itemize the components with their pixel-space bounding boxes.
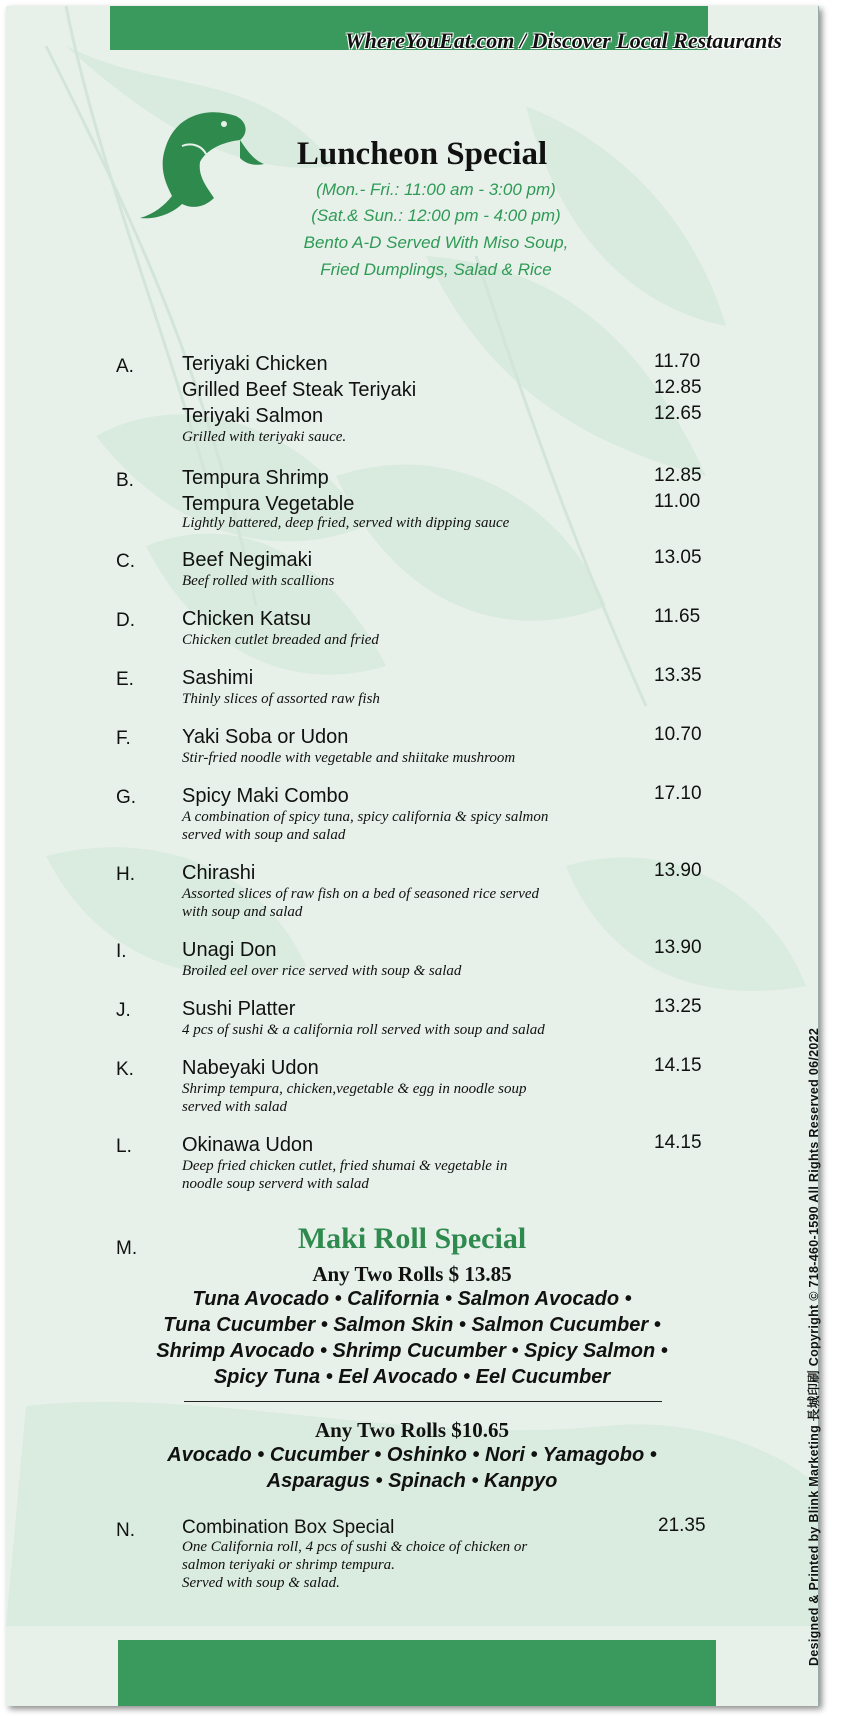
maki-rolls-line: Tuna Avocado • California • Salmon Avocado • [192,1288,632,1310]
item-description: Stir-fried noodle with vegetable and shiitake mushroom [182,750,516,766]
item-description: Shrimp tempura, chicken,vegetable & egg in noodle soup [182,1081,527,1097]
item-letter: J. [116,1000,131,1021]
hours-weekend: (Sat.& Sun.: 12:00 pm - 4:00 pm) [311,206,561,225]
maki-rolls-line: Asparagus • Spinach • Kanpyo [266,1470,558,1492]
item-letter: K. [116,1059,134,1080]
page-title: Luncheon Special [296,136,548,172]
maki-rolls-line: Shrimp Avocado • Shrimp Cucumber • Spicy Salmon • [156,1340,668,1362]
item-price: 17.10 [654,783,702,804]
item-name: Spicy Maki Combo [182,785,349,807]
item-name: Chirashi [182,862,256,884]
item-price: 13.90 [654,937,702,958]
item-price: 12.85 [654,377,702,398]
item-letter: L. [116,1136,132,1157]
maki-rolls-line: Spicy Tuna • Eel Avocado • Eel Cucumber [213,1366,611,1388]
item-letter: C. [116,551,135,572]
item-description: Chicken cutlet breaded and fried [182,632,379,648]
hours-weekday: (Mon.- Fri.: 11:00 am - 3:00 pm) [316,180,556,199]
item-name: Nabeyaki Udon [182,1057,319,1079]
watermark-text: WhereYouEat.com / Discover Local Restaurants [345,28,782,53]
item-price: 14.15 [654,1055,702,1076]
item-letter: B. [116,470,134,491]
item-description: with soup and salad [182,904,303,920]
item-name: Beef Negimaki [182,549,313,571]
item-name: Sashimi [182,667,254,689]
item-description: Broiled eel over rice served with soup & salad [182,963,462,979]
item-name: Unagi Don [182,939,277,961]
item-letter: H. [116,864,135,885]
item-description: 4 pcs of sushi & a california roll served with soup and salad [182,1022,545,1038]
item-price: 14.15 [654,1132,702,1153]
item-price: 13.35 [654,665,702,686]
item-description: Thinly slices of assorted raw fish [182,691,380,707]
copyright-vertical: Designed & Printed by Blink Marketing 長城印刷 Copyright © 718-460-1590 All Rights Reserved 06/2022 [807,1027,821,1666]
item-price: 12.65 [654,403,702,424]
maki-offer-2: Any Two Rolls $10.65 [314,1418,510,1442]
maki-roll-special-title: Maki Roll Special [297,1222,527,1255]
item-price: 10.70 [654,724,702,745]
item-description: Assorted slices of raw fish on a bed of seasoned rice served [182,886,540,902]
item-letter: D. [116,610,135,631]
item-name: Teriyaki Chicken [182,353,328,375]
item-name: Grilled Beef Steak Teriyaki [182,379,417,401]
item-letter: N. [116,1520,135,1541]
item-name: Tempura Shrimp [182,467,329,489]
item-price: 11.65 [654,606,701,627]
item-letter: A. [116,356,134,377]
item-name: Yaki Soba or Udon [182,726,349,748]
item-description: One California roll, 4 pcs of sushi & choice of chicken or [182,1539,528,1555]
item-letter: G. [116,787,137,808]
item-name: Chicken Katsu [182,608,311,630]
item-price: 11.70 [654,351,701,372]
item-price: 13.90 [654,860,702,881]
item-name: Sushi Platter [182,998,296,1020]
maki-rolls-line: Tuna Cucumber • Salmon Skin • Salmon Cucumber • [163,1314,661,1336]
item-description: Lightly battered, deep fried, served with dipping sauce [182,515,510,531]
item-letter: I. [116,941,127,962]
item-description: salmon teriyaki or shrimp tempura. [182,1557,395,1573]
item-name: Tempura Vegetable [182,493,355,515]
item-description: served with salad [182,1099,287,1115]
bento-note-line1: Bento A-D Served With Miso Soup, [303,233,569,252]
item-description: noodle soup serverd with salad [182,1176,369,1192]
bento-note-line2: Fried Dumplings, Salad & Rice [320,260,552,279]
item-description: Beef rolled with scallions [182,573,335,589]
divider [184,1401,662,1402]
item-description: Deep fried chicken cutlet, fried shumai & vegetable in [182,1158,508,1174]
item-description: served with soup and salad [182,827,346,843]
maki-offer-1: Any Two Rolls $ 13.85 [312,1262,512,1286]
item-letter: F. [116,728,131,749]
menu-page [6,6,819,1706]
item-letter-m: M. [116,1238,138,1259]
maki-rolls-line: Avocado • Cucumber • Oshinko • Nori • Yamagobo • [167,1444,657,1466]
item-description: A combination of spicy tuna, spicy california & spicy salmon [182,809,549,825]
item-name: Teriyaki Salmon [182,405,324,427]
item-price: 21.35 [658,1515,706,1536]
item-price: 12.85 [654,465,702,486]
item-description: Grilled with teriyaki sauce. [182,429,347,445]
item-name: Okinawa Udon [182,1134,314,1156]
item-description: Served with soup & salad. [182,1575,340,1591]
item-letter: E. [116,669,134,690]
item-price: 11.00 [654,491,701,512]
item-price: 13.25 [654,996,702,1017]
item-price: 13.05 [654,547,702,568]
item-name: Combination Box Special [182,1517,395,1538]
bottom-green-band [118,1640,716,1706]
